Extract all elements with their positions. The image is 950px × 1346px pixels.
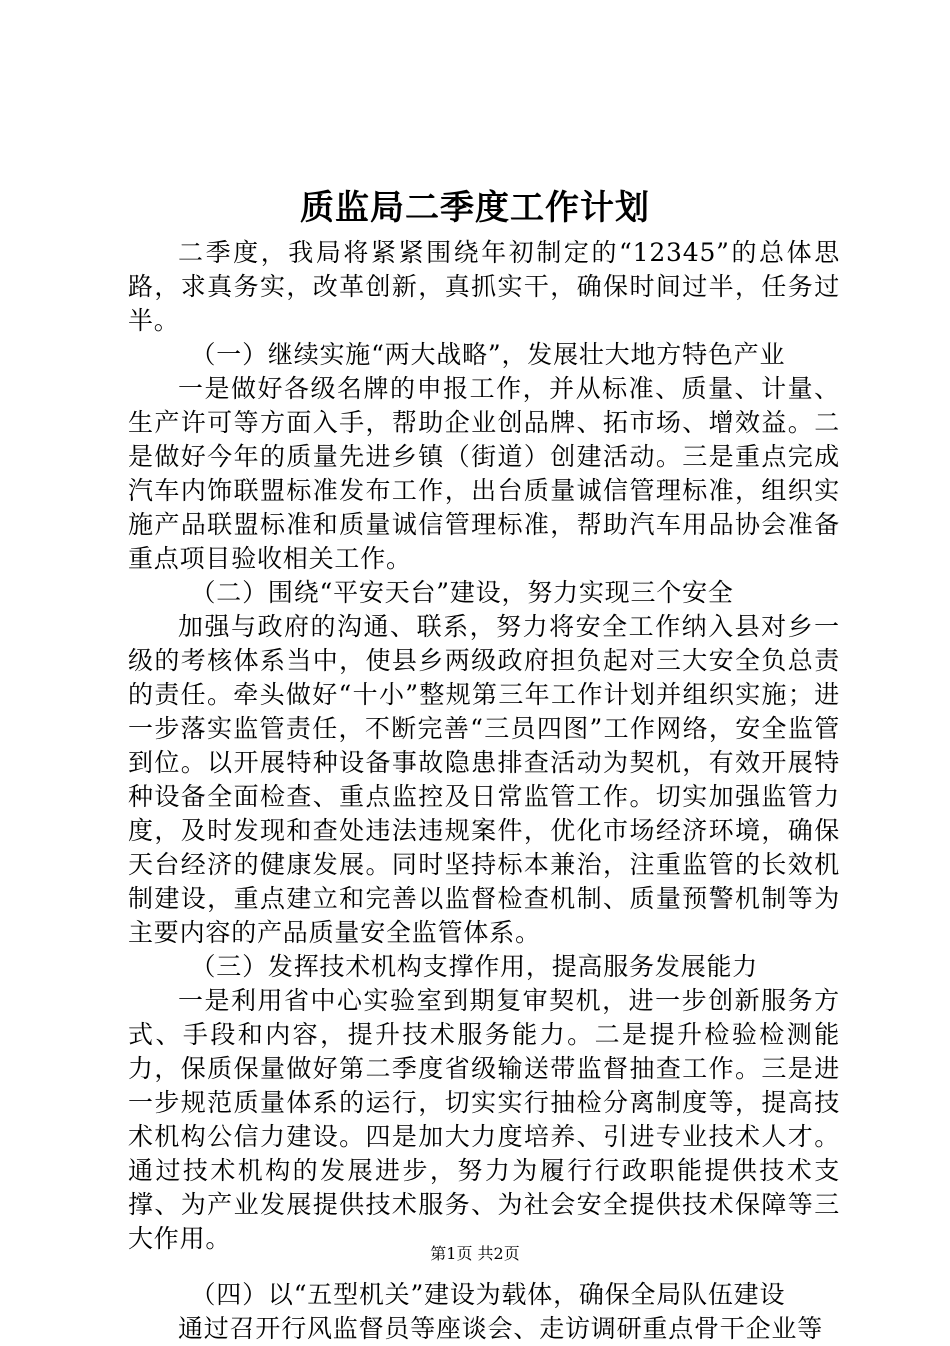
paragraph-section-2: 加强与政府的沟通、联系，努力将安全工作纳入县对乡一级的考核体系当中，使县乡两级政府担负起对三大安全负总责的责任。牵头做好“十小”整规第三年工作计划并组织实施；进一步落实监管责任，不断完善“三员四图”工作网络，安全监管到位。以开展特种设备事故隐患排查活动为契机，有效开展特种设备全面检查、重点监控及日常监管工作。切实加强监管力度，及时发现和查处违法违规案件，优化市场经济环境，确保天台经济的健康发展。同时坚持标本兼治，注重监管的长效机制建设，重点建立和完善以监督检查机制、质量预警机制等为主要内容的产品质量安全监管体系。: [128, 612, 840, 947]
section-heading-3: （三）发挥技术机构支撑作用，提高服务发展能力: [190, 952, 759, 981]
section-heading-1: （一）继续实施“两大战略”，发展壮大地方特色产业: [190, 340, 786, 369]
paragraph-section-1: 一是做好各级名牌的申报工作，并从标准、质量、计量、生产许可等方面入手，帮助企业创品牌、拓市场、增效益。二是做好今年的质量先进乡镇（街道）创建活动。三是重点完成汽车内饰联盟标准发布工作，出台质量诚信管理标准，组织实施产品联盟标准和质量诚信管理标准，帮助汽车用品协会准备重点项目验收相关工作。: [128, 374, 840, 573]
section-heading-4: （四）以“五型机关”建设为载体，确保全局队伍建设: [190, 1280, 786, 1309]
paragraph-section-3: 一是利用省中心实验室到期复审契机，进一步创新服务方式、手段和内容，提升技术服务能力。二是提升检验检测能力，保质保量做好第二季度省级输送带监督抽查工作。三是进一步规范质量体系的运行，切实实行抽检分离制度等，提高技术机构公信力建设。四是加大力度培养、引进专业技术人才。通过技术机构的发展进步，努力为履行行政职能提供技术支撑、为产业发展提供技术服务、为社会安全提供技术保障等三大作用。: [128, 986, 840, 1253]
document-title: 质监局二季度工作计划: [300, 188, 650, 228]
document-body: [128, 236, 840, 1346]
section-heading-2: （二）围绕“平安天台”建设，努力实现三个安全: [190, 578, 734, 607]
paragraph-section-4: 通过召开行风监督员等座谈会、走访调研重点骨干企业等: [178, 1314, 824, 1343]
paragraph-intro: 二季度，我局将紧紧围绕年初制定的“12345”的总体思路，求真务实，改革创新，真抓实干，确保时间过半，任务过半。: [128, 238, 840, 335]
page-number-footer: 第1页 共2页: [430, 1244, 520, 1263]
